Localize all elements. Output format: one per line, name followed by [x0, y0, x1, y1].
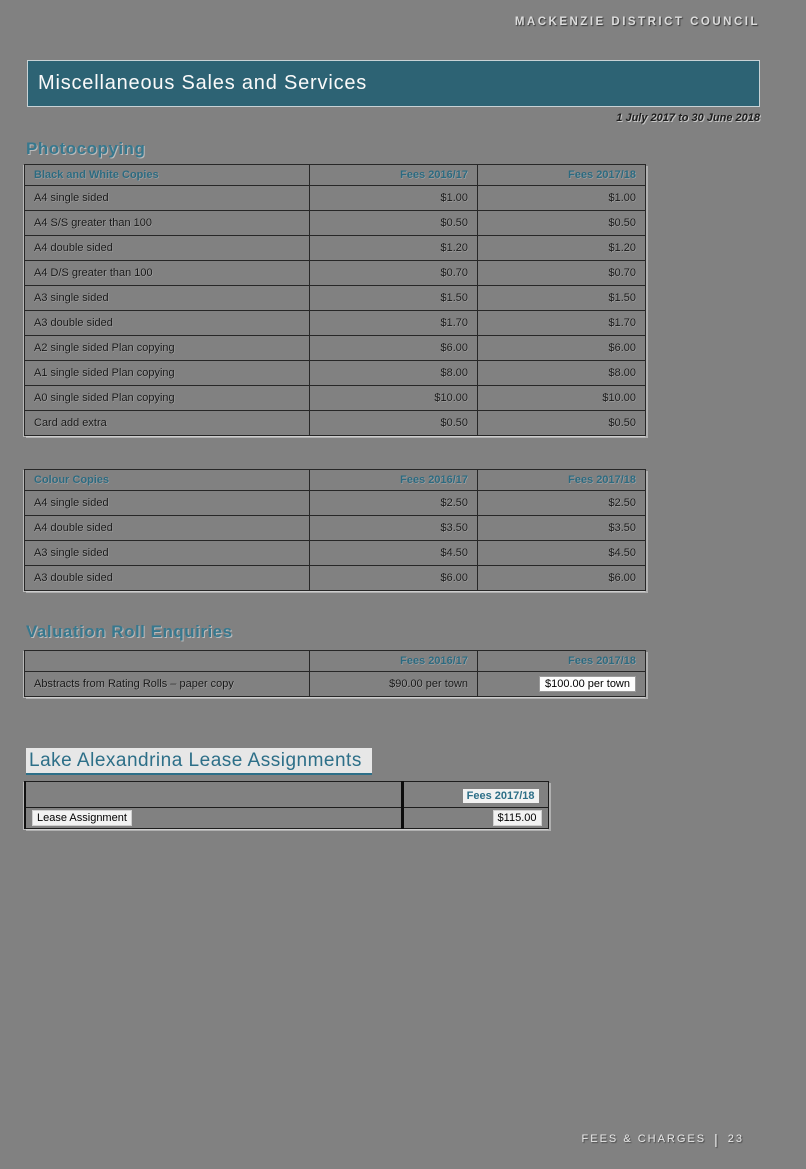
fee-value: $10.00: [478, 386, 646, 411]
table-row: [25, 808, 548, 829]
item-label: A4 double sided: [25, 236, 310, 261]
table-header-row: [25, 651, 646, 672]
table-row: [25, 361, 646, 386]
item-label: A0 single sided Plan copying: [25, 386, 310, 411]
page-title: Miscellaneous Sales and Services: [38, 72, 368, 94]
fee-value: $1.20: [478, 236, 646, 261]
column-header: [25, 782, 402, 808]
section-heading-photocopying: Photocopying: [26, 139, 146, 158]
item-label: A3 single sided: [25, 541, 310, 566]
fee-value-highlighted: [478, 672, 646, 697]
lease-assignments-table: [24, 781, 549, 829]
table-row: [25, 186, 646, 211]
changed-label-highlight: Lease Assignment: [32, 810, 132, 826]
page-footer: [582, 1131, 744, 1147]
table-row: [25, 491, 646, 516]
table-row: [25, 541, 646, 566]
valuation-roll-table: [24, 650, 646, 697]
section-heading-lake-alexandrina: Lake Alexandrina Lease Assignments: [26, 748, 372, 775]
fee-value: $90.00 per town: [310, 672, 478, 697]
table-row: [25, 286, 646, 311]
item-label: A4 double sided: [25, 516, 310, 541]
table-row: [25, 236, 646, 261]
item-label: Card add extra: [25, 411, 310, 436]
fee-value: $3.50: [310, 516, 478, 541]
fee-value: $0.50: [310, 411, 478, 436]
column-header: Fees 2017/18: [478, 470, 646, 491]
changed-header-highlight: Fees 2017/18: [463, 789, 539, 803]
fee-value: $1.70: [310, 311, 478, 336]
column-header: Fees 2016/17: [310, 651, 478, 672]
column-header: Fees 2017/18: [478, 651, 646, 672]
table-row: [25, 566, 646, 591]
column-header: Black and White Copies: [25, 165, 310, 186]
item-label: A2 single sided Plan copying: [25, 336, 310, 361]
fee-value: $1.00: [478, 186, 646, 211]
fee-value: $0.50: [478, 411, 646, 436]
item-label: A4 single sided: [25, 491, 310, 516]
black-and-white-copies-table: [24, 164, 646, 436]
item-label: A4 D/S greater than 100: [25, 261, 310, 286]
fee-value: $2.50: [310, 491, 478, 516]
column-header: Fees 2016/17: [310, 470, 478, 491]
table-row: [25, 411, 646, 436]
fee-value: $0.50: [478, 211, 646, 236]
colour-copies-table: [24, 469, 646, 591]
fee-value: $1.70: [478, 311, 646, 336]
fee-value: $6.00: [478, 566, 646, 591]
column-header-highlighted: [402, 782, 548, 808]
fee-value: $10.00: [310, 386, 478, 411]
column-header: [25, 651, 310, 672]
table-header-row: [25, 470, 646, 491]
fee-value: $6.00: [478, 336, 646, 361]
date-range: 1 July 2017 to 30 June 2018: [616, 112, 760, 124]
table-header-row: [25, 165, 646, 186]
fee-value: $1.50: [478, 286, 646, 311]
table-row: [25, 261, 646, 286]
table-row: [25, 211, 646, 236]
fee-value: $1.00: [310, 186, 478, 211]
column-header: Fees 2017/18: [478, 165, 646, 186]
table-row: [25, 386, 646, 411]
item-label: A4 single sided: [25, 186, 310, 211]
changed-value-highlight: $115.00: [493, 810, 542, 826]
fee-value: $0.50: [310, 211, 478, 236]
column-header: Fees 2016/17: [310, 165, 478, 186]
fee-value: $0.70: [478, 261, 646, 286]
fee-value: $1.20: [310, 236, 478, 261]
table-row: [25, 311, 646, 336]
fee-value: $3.50: [478, 516, 646, 541]
item-label: Abstracts from Rating Rolls – paper copy: [25, 672, 310, 697]
column-header: Colour Copies: [25, 470, 310, 491]
org-header: MACKENZIE DISTRICT COUNCIL: [514, 16, 760, 28]
table-row: [25, 516, 646, 541]
fee-value: $6.00: [310, 336, 478, 361]
item-label: A1 single sided Plan copying: [25, 361, 310, 386]
table-header-row: [25, 782, 548, 808]
item-label-highlighted: [25, 808, 402, 829]
changed-value-highlight: $100.00 per town: [539, 676, 636, 692]
fee-value: $2.50: [478, 491, 646, 516]
title-banner: [27, 60, 760, 107]
table-row: [25, 672, 646, 697]
fee-value: $1.50: [310, 286, 478, 311]
section-heading-valuation: Valuation Roll Enquiries: [26, 622, 233, 641]
page-number: 23: [727, 1133, 744, 1145]
fee-value: $8.00: [310, 361, 478, 386]
item-label: A3 single sided: [25, 286, 310, 311]
fee-value-highlighted: [402, 808, 548, 829]
fee-value: $6.00: [310, 566, 478, 591]
footer-separator: |: [714, 1131, 720, 1147]
fee-value: $8.00: [478, 361, 646, 386]
fee-value: $0.70: [310, 261, 478, 286]
footer-label: FEES & CHARGES: [581, 1133, 707, 1145]
fee-value: $4.50: [478, 541, 646, 566]
item-label: A3 double sided: [25, 566, 310, 591]
fee-value: $4.50: [310, 541, 478, 566]
item-label: A4 S/S greater than 100: [25, 211, 310, 236]
item-label: A3 double sided: [25, 311, 310, 336]
table-row: [25, 336, 646, 361]
